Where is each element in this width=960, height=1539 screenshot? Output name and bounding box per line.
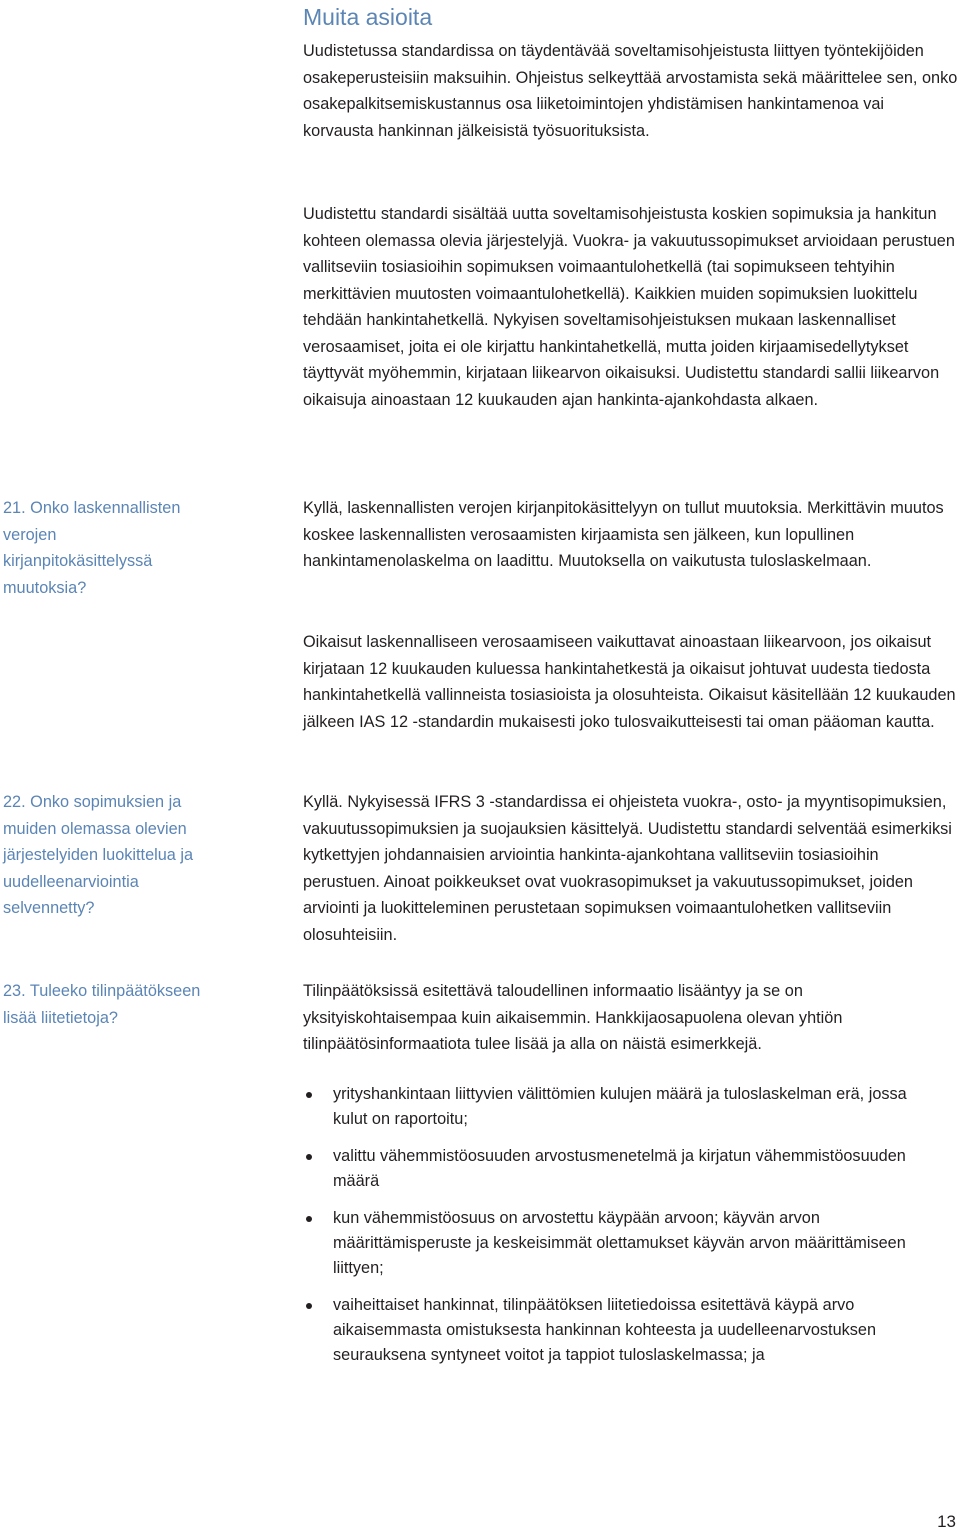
list-item-text: yrityshankintaan liittyvien välittömien kulujen määrä ja tuloslaskelman erä, jossa kulut on raportoitu; (333, 1085, 907, 1128)
answer-21-paragraph-1: Kyllä, laskennallisten verojen kirjanpitokäsittelyyn on tullut muutoksia. Merkittävin muutos koskee laskennallisten verosaamisten kirjaamista sen jälkeen, kun lopullinen hankintamenolaskelma on laadittu. Muutoksella on vaikutusta tuloslaskelmaan. (303, 499, 944, 570)
bullet-icon (306, 1303, 312, 1309)
bullet-icon (306, 1216, 312, 1222)
paragraph-contracts-classification: Uudistettu standardi sisältää uutta soveltamisohjeistusta koskien sopimuksia ja hankitun kohteen olemassa olevia järjestelyjä. Vuokra- ja vakuutussopimukset arvioidaan perustuen vallitseviin tosiasioihin sopimuksen voimaantulohetkellä (tai sopimukseen tehtyihin merkittävien muutosten voimaantulohetkellä). Kaikkien muiden sopimuksien luokittelu tehdään hankintahetkellä. Nykyisen soveltamisohjeistuksen mukaan laskennalliset verosaamiset, joita ei ole kirjattu hankintahetkellä, mutta joiden kirjaamisedellytykset täyttyvät myöhemmin, kirjataan liikearvon oikaisuksi. Uudistettu standardi sallii liikearvon oikaisuja ainoastaan 12 kuukauden ajan hankinta-ajankohdasta alkaen. (303, 205, 955, 409)
bullet-icon (306, 1154, 312, 1160)
list-item (303, 1082, 943, 1132)
page-number: 13 (937, 1512, 956, 1531)
disclosure-list (303, 1082, 943, 1380)
list-item-text: valittu vähemmistöosuuden arvostusmenetelmä ja kirjatun vähemmistöosuuden määrä (333, 1147, 906, 1190)
list-item (303, 1293, 943, 1368)
answer-22-paragraph: Kyllä. Nykyisessä IFRS 3 -standardissa ei ohjeisteta vuokra-, osto- ja myyntisopimuksien, vakuutussopimuksien ja suojauksien käsittelyä. Uudistettu standardi selventää esimerkiksi kytkettyjen johdannaisien arviointia hankinta-ajankohtana vallitseviin tosiasioihin perustuen. Ainoat poikkeukset ovat vuokrasopimukset ja vakuutussopimukset, joiden arviointi ja luokitteleminen perustetaan sopimuksen voimaantulohetken vallitseviin olosuhteisiin. (303, 793, 952, 944)
paragraph-share-based-payments: Uudistetussa standardissa on täydentävää soveltamisohjeistusta liittyen työntekijöiden osakeperusteisiin maksuihin. Ohjeistus selkeyttää arvostamista sekä määrittelee sen, onko osakepalkitsemiskustannus osa liiketoimintojen yhdistämisen hankintamenoa vai korvausta hankinnan jälkeisistä työsuorituksista. (303, 42, 958, 140)
list-item-text: kun vähemmistöosuus on arvostettu käypään arvoon; käyvän arvon määrittämisperuste ja keskeisimmät olettamukset käyvän arvon määrittämiseen liittyen; (333, 1209, 906, 1277)
question-22: 22. Onko sopimuksien ja muiden olemassa olevien järjestelyiden luokittelua ja uudelleenarviointia selvennetty? (3, 793, 194, 917)
question-21: 21. Onko laskennallisten verojen kirjanpitokäsittelyssä muutoksia? (3, 499, 181, 597)
answer-23-paragraph: Tilinpäätöksissä esitettävä taloudellinen informaatio lisääntyy ja se on yksityiskohtaisempaa kuin aikaisemmin. Hankkijaosapuolena olevan yhtiön tilinpäätösinformaatiota tulee lisää ja alla on näistä esimerkkejä. (303, 982, 843, 1053)
list-item (303, 1206, 943, 1281)
answer-21-paragraph-2: Oikaisut laskennalliseen verosaamiseen vaikuttavat ainoastaan liikearvoon, jos oikaisut kirjataan 12 kuukauden kuluessa hankintahetkestä ja oikaisut johtuvat uudesta tiedosta hankintahetkellä vallinneista tosiasioista ja olosuhteista. Oikaisut käsitellään 12 kuukauden jälkeen IAS 12 -standardin mukaisesti joko tulosvaikutteisesti tai oman pääoman kautta. (303, 633, 956, 731)
section-heading: Muita asioita (303, 4, 433, 30)
bullet-icon (306, 1092, 312, 1098)
list-item-text: vaiheittaiset hankinnat, tilinpäätöksen liitetiedoissa esitettävä käypä arvo aikaisemmasta omistuksesta hankinnan kohteesta ja uudelleenarvostuksen seurauksena syntyneet voitot ja tappiot tuloslaskelmassa; ja (333, 1296, 877, 1364)
list-item (303, 1144, 943, 1194)
question-23: 23. Tuleeko tilinpäätökseen lisää liitetietoja? (3, 982, 201, 1027)
